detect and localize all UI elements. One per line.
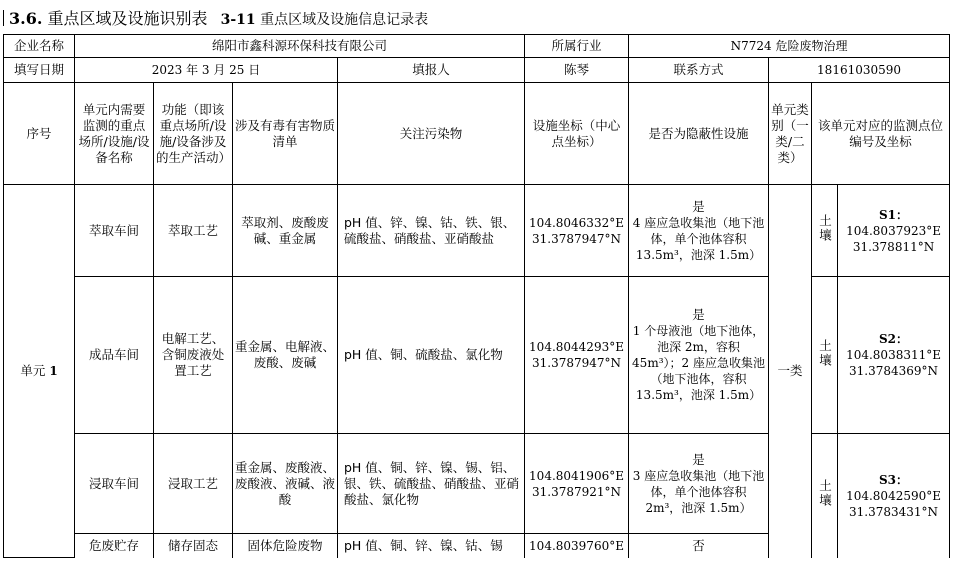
company-label: 企业名称 [4, 35, 75, 58]
facility-lon: 104.8046332°E [529, 215, 624, 230]
col-category: 单元类别（一类/二类） [769, 83, 812, 185]
column-header-row [4, 83, 950, 185]
col-function: 功能（即该重点场所/设施/设备涉及的生产活动） [154, 83, 233, 185]
facility-lat: 31.3787947°N [532, 231, 622, 246]
point-id: S1： [879, 207, 909, 222]
hidden-desc: 4 座应急收集池（地下池体，单个池体容积 13.5m³，池深 1.5m） [632, 215, 765, 262]
point-medium [812, 434, 838, 558]
point-cell [838, 434, 950, 558]
hidden-desc: 1 个母液池（地下池体，池深 2m，容积 45m³）；2 座应急收集池（地下池体，容积 13.5m³，池深 1.5m） [632, 324, 765, 402]
facility-coords [525, 185, 629, 277]
info-row-date [4, 58, 950, 83]
point-lat: 31.378811°N [852, 239, 935, 254]
hidden-flag: 是 [692, 198, 705, 214]
facility-hidden: 否 [629, 534, 769, 558]
facility-pollutants: pH 值、锌、镍、钴、铁、银、硫酸盐、硝酸盐、亚硝酸盐 [338, 185, 525, 277]
facility-hazardous: 重金属、废酸液、废酸液、液碱、液酸 [233, 434, 338, 534]
company-value: 绵阳市鑫科源环保科技有限公司 [75, 35, 525, 58]
table-caption [221, 12, 429, 28]
facility-coords [525, 277, 629, 434]
facility-lat: 31.3787947°N [532, 356, 622, 370]
col-seq: 序号 [4, 83, 75, 185]
facility-hidden [629, 434, 769, 534]
facility-hazardous: 重金属、电解液、废酸、废碱 [233, 277, 338, 434]
info-row-company [4, 35, 950, 58]
facility-function: 储存固态 [154, 534, 233, 558]
industry-value: N7724 危险废物治理 [629, 35, 950, 58]
section-number: 3.6. [9, 9, 43, 28]
facility-hidden [629, 185, 769, 277]
table-title: 重点区域及设施信息记录表 [260, 12, 429, 28]
section-heading [3, 6, 428, 28]
table-row [4, 185, 950, 247]
point-medium-text: 土壤 [817, 214, 833, 243]
point-id: S3： [879, 472, 909, 487]
facility-lon: 104.8044293°E [529, 340, 624, 354]
point-lon: 104.8037923°E [846, 223, 941, 238]
facility-function: 萃取工艺 [154, 185, 233, 277]
table-number: 3-11 [220, 12, 256, 28]
section-title: 重点区域及设施识别表 [47, 9, 208, 28]
point-medium-text: 土壤 [817, 338, 833, 368]
col-unit-name: 单元内需要监测的重点场所/设施/设备名称 [75, 83, 154, 185]
facility-pollutants: pH 值、铜、硫酸盐、氯化物 [338, 277, 525, 434]
industry-label: 所属行业 [525, 35, 629, 58]
facility-hidden [629, 277, 769, 434]
unit-label: 单元 [20, 363, 46, 378]
point-medium [812, 185, 838, 277]
point-id: S2： [879, 332, 909, 346]
facility-hazardous: 萃取剂、废酸废碱、重金属 [233, 185, 338, 277]
heading-bar [3, 10, 4, 26]
facility-name: 浸取车间 [75, 434, 154, 534]
facility-pollutants: pH 值、铜、锌、镍、锡、铝、银、铁、硫酸盐、硝酸盐、亚硝酸盐、氯化物 [338, 434, 525, 534]
hidden-flag: 是 [692, 451, 705, 467]
point-lat: 31.3784369°N [849, 364, 939, 378]
hidden-flag: 是 [692, 307, 705, 322]
col-hidden: 是否为隐蔽性设施 [629, 83, 769, 185]
col-hazardous: 涉及有毒有害物质清单 [233, 83, 338, 185]
col-pollutants: 关注污染物 [338, 83, 525, 185]
facility-function: 浸取工艺 [154, 434, 233, 534]
unit-category: 一类 [769, 185, 812, 558]
date-label: 填写日期 [4, 58, 75, 83]
contact-label: 联系方式 [629, 58, 769, 83]
contact-value: 18161030590 [769, 58, 950, 83]
col-monitor: 该单元对应的监测点位编号及坐标 [812, 83, 950, 185]
point-lat: 31.3783431°N [849, 504, 939, 519]
facility-lat: 31.3787921°N [532, 484, 622, 499]
facility-name: 危废贮存 [75, 534, 154, 558]
facility-table [3, 34, 950, 558]
facility-lon: 104.8041906°E [529, 468, 624, 483]
facility-name: 成品车间 [75, 277, 154, 434]
facility-function: 电解工艺、含铜废液处置工艺 [154, 277, 233, 434]
reporter-value: 陈琴 [525, 58, 629, 83]
reporter-label: 填报人 [338, 58, 525, 83]
facility-name: 萃取车间 [75, 185, 154, 277]
point-cell [838, 277, 950, 434]
point-lon: 104.8042590°E [846, 488, 941, 503]
facility-hazardous: 固体危险废物 [233, 534, 338, 558]
facility-pollutants: pH 值、铜、锌、镍、钴、锡 [338, 534, 525, 558]
unit-number: 1 [49, 364, 58, 378]
hidden-desc: 3 座应急收集池（地下池体，单个池体容积 2m³，池深 1.5m） [632, 468, 765, 515]
facility-coords: 104.8039760°E [525, 534, 629, 558]
point-cell [838, 185, 950, 277]
point-lon: 104.8038311°E [846, 348, 941, 362]
col-coords: 设施坐标（中心点坐标） [525, 83, 629, 185]
point-medium [812, 277, 838, 434]
date-value: 2023 年 3 月 25 日 [75, 58, 338, 83]
point-medium-text: 土壤 [817, 479, 833, 509]
unit-cell [4, 185, 75, 558]
facility-coords [525, 434, 629, 534]
